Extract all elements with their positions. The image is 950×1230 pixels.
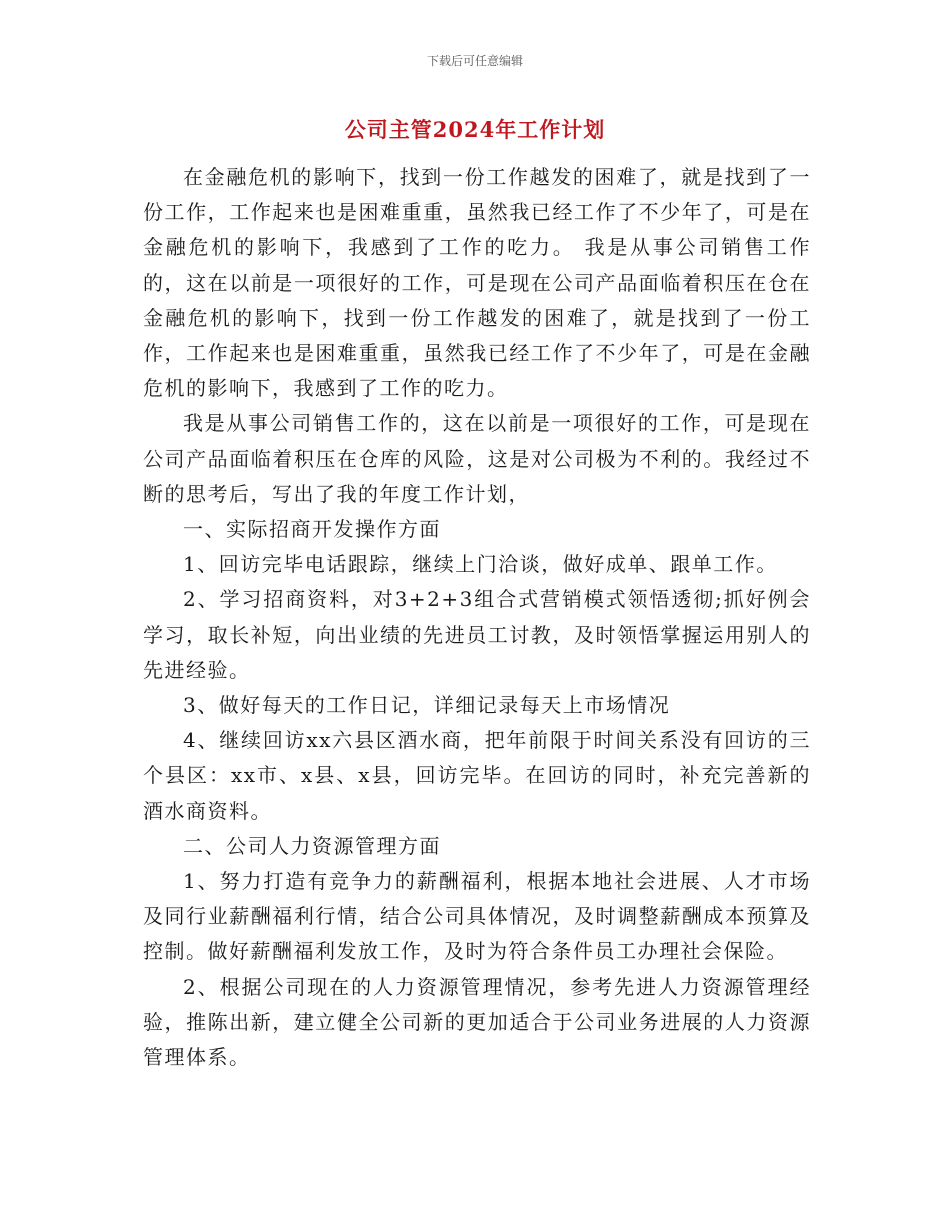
page-header-note: 下载后可任意编辑 (426, 54, 523, 68)
list-item-hr-2: 2、根据公司现在的人力资源管理情况，参考先进人力资源管理经验，推陈出新，建立健全公司新的更加适合于公司业务进展的人力资源管理体系。 (143, 974, 811, 1070)
document-body (143, 160, 811, 1075)
list-item-sales-4: 4、继续回访xx六县区酒水商，把年前限于时间关系没有回访的三个县区：xx市、x县、x县，回访完毕。在回访的同时，补充完善新的酒水商资料。 (143, 728, 811, 823)
list-item-hr-1: 1、努力打造有竞争力的薪酬福利，根据本地社会进展、人才市场及同行业薪酬福利行情，结合公司具体情况，及时调整薪酬成本预算及控制。做好薪酬福利发放工作，及时为符合条件员工办理社会保险。 (143, 869, 811, 964)
document-title: 公司主管2024年工作计划 (344, 117, 606, 142)
paragraph-intro: 在金融危机的影响下，找到一份工作越发的困难了，就是找到了一份工作，工作起来也是困难重重，虽然我已经工作了不少年了，可是在金融危机的影响下，我感到了工作的吃力。 我是从事公司销售工作的，这在以前是一项很好的工作，可是现在公司产品面临着积压在仓在金融危机的影响下，找到一份工作越发的困难了，就是找到了一份工作，工作起来也是困难重重，虽然我已经工作了不少年了，可是在金融危机的影响下，我感到了工作的吃力。 (143, 165, 811, 401)
section-heading-hr: 二、公司人力资源管理方面 (183, 833, 441, 858)
list-item-sales-2: 2、学习招商资料，对3+2+3组合式营销模式领悟透彻;抓好例会学习，取长补短，向出业绩的先进员工讨教，及时领悟掌握运用别人的先进经验。 (143, 587, 811, 682)
list-item-sales-1: 1、回访完毕电话跟踪，继续上门洽谈，做好成单、跟单工作。 (183, 552, 778, 577)
paragraph-plan-lead: 我是从事公司销售工作的，这在以前是一项很好的工作，可是现在公司产品面临着积压在仓库的风险，这是对公司极为不利的。我经过不断的思考后，写出了我的年度工作计划， (143, 411, 811, 506)
section-heading-sales: 一、实际招商开发操作方面 (183, 517, 441, 542)
list-item-sales-3: 3、做好每天的工作日记，详细记录每天上市场情况 (183, 693, 671, 718)
